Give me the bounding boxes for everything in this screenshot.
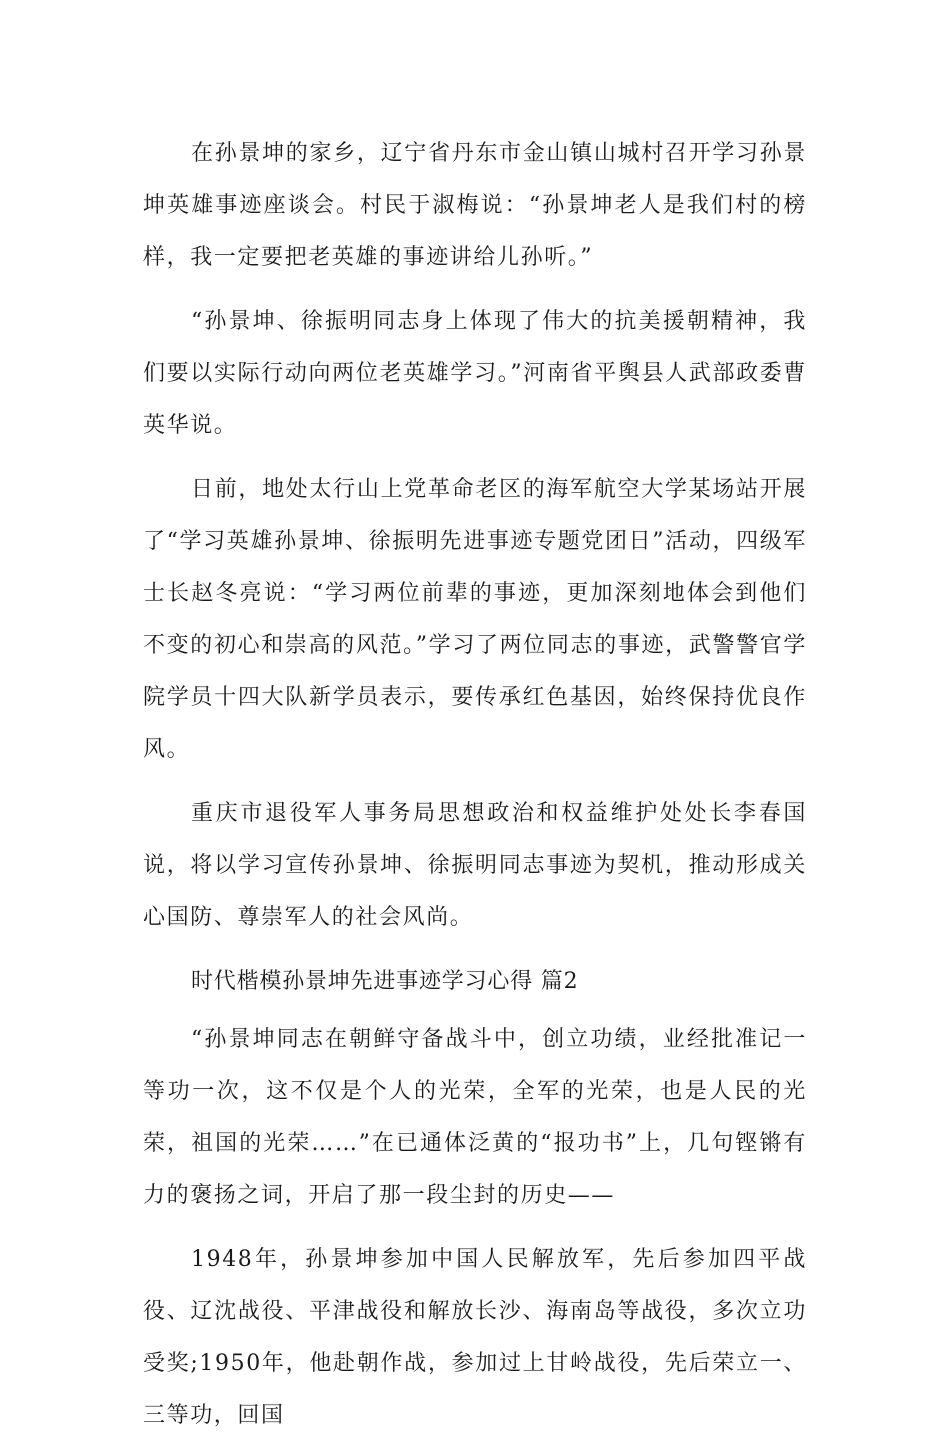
paragraph-village-symposium: 在孙景坤的家乡，辽宁省丹东市金山镇山城村召开学习孙景坤英雄事迹座谈会。村民于淑梅说：“孙景坤老人是我们村的榜样，我一定要把老英雄的事迹讲给儿孙听。”	[143, 141, 807, 270]
paragraph-merit-report: “孙景坤同志在朝鲜守备战斗中，创立功绩，业经批准记一等功一次，这不仅是个人的光荣，全军的光荣，也是人民的光荣，祖国的光荣……”在已通体泛黄的“报功书”上，几句铿锵有力的褒扬之词，开启了那一段尘封的历史——	[143, 1027, 807, 1208]
paragraph-county-commissar: “孙景坤、徐振明同志身上体现了伟大的抗美援朝精神，我们要以实际行动向两位老英雄学习。”河南省平舆县人武部政委曹英华说。	[143, 309, 807, 438]
paragraph-naval-airfield: 日前，地处太行山上党革命老区的海军航空大学某场站开展了“学习英雄孙景坤、徐振明先进事迹专题党团日”活动，四级军士长赵冬亮说：“学习两位前辈的事迹，更加深刻地体会到他们不变的初心和崇高的风范。”学习了两位同志的事迹，武警警官学院学员十四大队新学员表示，要传承红色基因，始终保持优良作风。	[143, 477, 807, 762]
paragraph-chongqing-bureau: 重庆市退役军人事务局思想政治和权益维护处处长李春国说，将以学习宣传孙景坤、徐振明同志事迹为契机，推动形成关心国防、尊崇军人的社会风尚。	[143, 801, 807, 930]
section-heading: 时代楷模孙景坤先进事迹学习心得 篇2	[191, 969, 579, 994]
paragraph-1948-history: 1948年，孙景坤参加中国人民解放军，先后参加四平战役、辽沈战役、平津战役和解放长沙、海南岛等战役，多次立功受奖;1950年，他赴朝作战，参加过上甘岭战役，先后荣立一、三等功，回国	[143, 1247, 807, 1428]
document-body	[143, 128, 807, 1454]
